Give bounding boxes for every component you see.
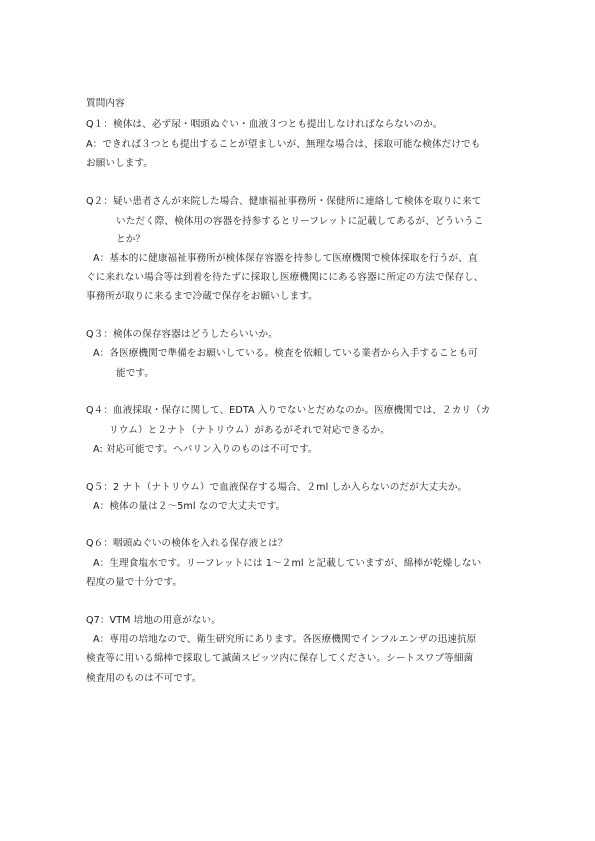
question-1: Q１：検体は、必ず尿・咽頭ぬぐい・血液３つとも提出しなければならないのか。 [86, 119, 443, 130]
answer-1-line-2: お願いします。 [86, 158, 154, 169]
answer-4: A: 対応可能です。ヘパリン入りのものは不可です。 [93, 444, 318, 455]
answer-3-line-2: 能です。 [116, 368, 155, 379]
question-3: Q３：検体の保存容器はどうしたらいいか。 [86, 329, 278, 340]
answer-6-line-2: 程度の量で十分です。 [86, 577, 183, 588]
answer-3-line-1: A：各医療機関で準備をお願いしている。検査を依頼している業者から入手することも可 [93, 348, 478, 359]
answer-2-line-1: A：基本的に健康福祉事務所が検体保存容器を持参して医療機関で検体採取を行うが、直 [93, 253, 478, 264]
answer-5: A：検体の量は２～5ml なので大丈夫です。 [93, 501, 286, 512]
answer-7-line-3: 検査用のものは不可です。 [86, 673, 202, 684]
answer-2-line-2: ぐに来れない場合等は到着を待たずに採取し医療機関ににある容器に所定の方法で保存し、 [86, 272, 484, 283]
question-2-line-3: とか？ [116, 234, 146, 245]
answer-1-line-1: A：できれば３つとも提出することが望ましいが、無理な場合は、採取可能な検体だけでも [86, 139, 481, 150]
question-5: Q５：2 ナト（ナトリウム）で血液保存する場合、２ml しか入らないのだが大丈夫か。 [86, 482, 468, 493]
question-2-line-1: Q２：疑い患者さんが来院した場合、健康福祉事務所・保健所に連絡して検体を取りに来て [86, 196, 482, 207]
answer-7-line-1: A：専用の培地なので、衛生研究所にあります。各医療機関でインフルエンザの迅速抗原 [93, 634, 477, 645]
question-7: Q7：VTM 培地の用意がない。 [86, 615, 221, 626]
answer-2-line-3: 事務所が取りに来るまで冷蔵で保存をお願いします。 [86, 291, 318, 302]
question-4-line-2: リウム）と２ナト（ナトリウム）があるがそれで対応できるか。 [109, 425, 390, 436]
answer-7-line-2: 検査等に用いる綿棒で採取して滅菌スピッツ内に保存してください。シートスワブ等細菌 [86, 653, 474, 664]
answer-6-line-1: A：生理食塩水です。リーフレットには 1～２ml と記載していますが、綿棒が乾燥しない [93, 558, 482, 569]
document-heading: 質問内容 [86, 98, 125, 109]
question-4-line-1: Q４：血液採取・保存に関して、EDTA 入りでないとだめなのか。医療機関では、２カリ（カ [86, 405, 491, 416]
question-6: Q６：咽頭ぬぐいの検体を入れる保存液とは？ [86, 538, 288, 549]
question-2-line-2: いただく際、検体用の容器を持参するとリーフレットに記載してあるが、どういうこ [116, 216, 484, 227]
